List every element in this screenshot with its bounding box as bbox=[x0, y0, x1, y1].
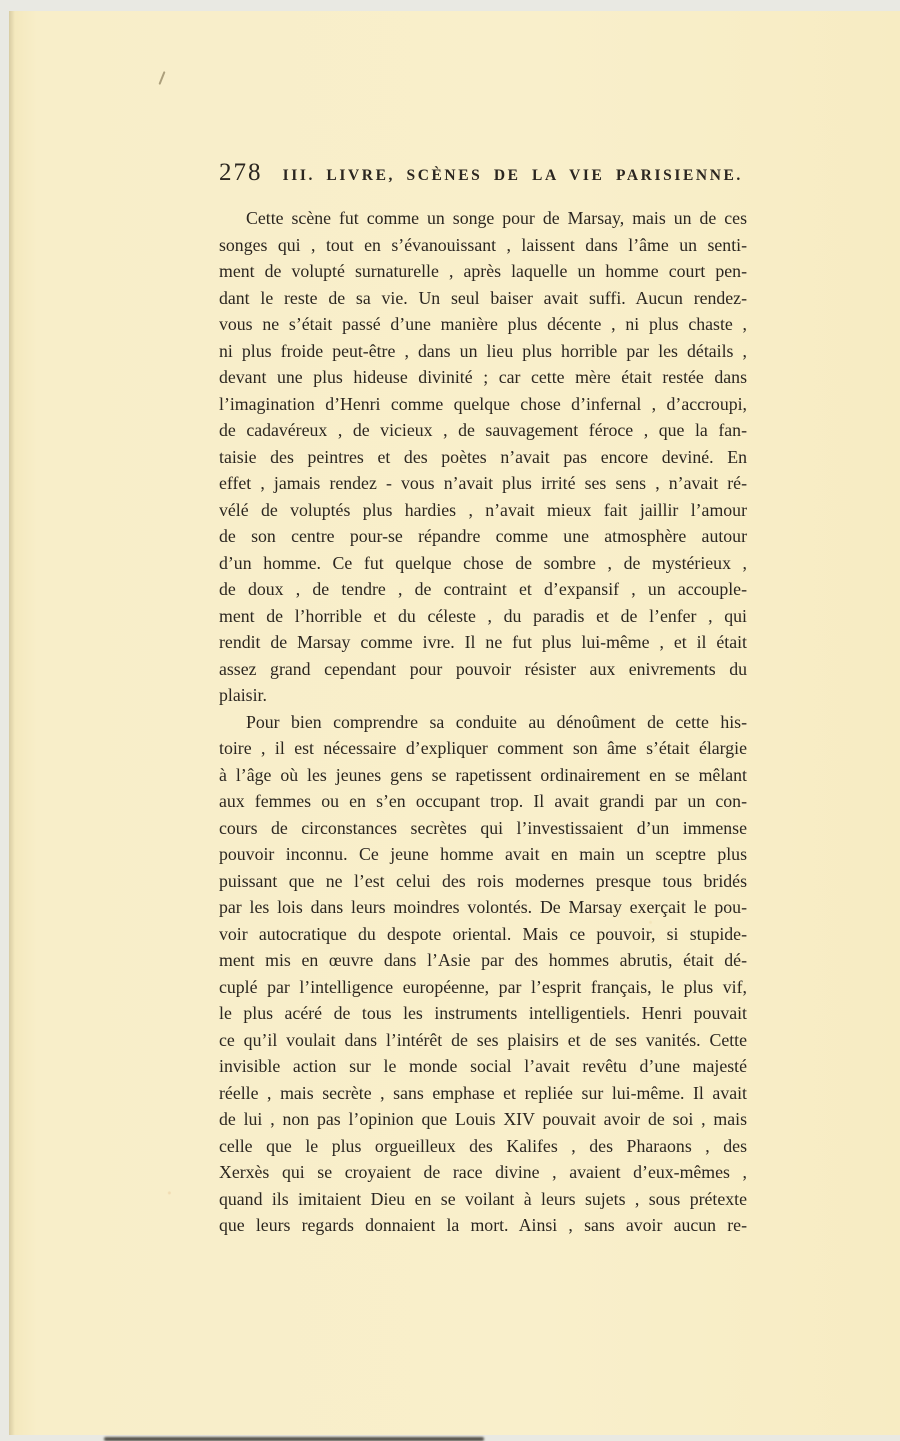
text-line: Xerxès qui se croyaient de race divine , avaient d’eux-mêmes , bbox=[219, 1162, 747, 1182]
text-line: ni plus froide peut-être , dans un lieu plus horrible par les détails , bbox=[219, 340, 747, 361]
text-line: ment de volupté surnaturelle , après laquelle un homme court pen- bbox=[219, 261, 747, 281]
text-line: ce qu’il voulait dans l’intérêt de ses plaisirs et de ses vanités. Cette bbox=[219, 1029, 747, 1050]
text-line: voir autocratique du despote oriental. Mais ce pouvoir, si stupide- bbox=[219, 923, 747, 944]
text-line: taisie des peintres et des poètes n’avait pas encore deviné. En bbox=[219, 446, 747, 467]
scan-bottom-edge-shadow bbox=[104, 1437, 484, 1441]
text-line: de son centre pour-se répandre comme une atmosphère autour bbox=[219, 526, 747, 546]
text-line: Cette scène fut comme un songe pour de Marsay, mais un de ces bbox=[246, 208, 747, 228]
text-line: devant une plus hideuse divinité ; car cette mère était restée dans bbox=[219, 367, 747, 387]
paragraph bbox=[219, 709, 747, 1239]
text-line: toire , il est nécessaire d’expliquer comment son âme s’était élargie bbox=[219, 738, 747, 758]
text-line: réelle , mais secrète , sans emphase et repliée sur lui-même. Il avait bbox=[219, 1082, 747, 1103]
text-line: par les lois dans leurs moindres volontés. De Marsay exerçait le pou- bbox=[219, 897, 747, 917]
text-line: de doux , de tendre , de contraint et d’expansif , un accouple- bbox=[219, 579, 747, 599]
text-line: plaisir. bbox=[219, 685, 267, 705]
text-line: assez grand cependant pour pouvoir résister aux enivrements du bbox=[219, 658, 747, 679]
text-line: de lui , non pas l’opinion que Louis XIV pouvait avoir de soi , mais bbox=[219, 1109, 747, 1129]
text-line: vélé de voluptés plus hardies , n’avait mieux fait jaillir l’amour bbox=[219, 499, 747, 520]
text-line: effet , jamais rendez - vous n’avait plus irrité ses sens , n’avait ré- bbox=[219, 473, 747, 493]
text-line: que leurs regards donnaient la mort. Ainsi , sans avoir aucun re- bbox=[219, 1215, 747, 1235]
text-line: celle que le plus orgueilleux des Kalifes , des Pharaons , des bbox=[219, 1135, 747, 1156]
text-line: de cadavéreux , de vicieux , de sauvagement féroce , que la fan- bbox=[219, 420, 747, 440]
text-line: puissant que ne l’est celui des rois modernes presque tous bridés bbox=[219, 870, 747, 891]
text-line: le plus acéré de tous les instruments intelligentiels. Henri pouvait bbox=[219, 1003, 747, 1023]
text-line: cuplé par l’intelligence européenne, par l’esprit français, le plus vif, bbox=[219, 976, 747, 997]
body-text bbox=[219, 205, 747, 1239]
text-line: à l’âge où les jeunes gens se rapetissent ordinairement en se mêlant bbox=[219, 764, 747, 785]
text-line: cours de circonstances secrètes qui l’investissaient d’un immense bbox=[219, 817, 747, 838]
text-line: d’un homme. Ce fut quelque chose de sombre , de mystérieux , bbox=[219, 552, 747, 573]
text-line: invisible action sur le monde social l’avait revêtu d’une majesté bbox=[219, 1056, 747, 1076]
text-line: rendit de Marsay comme ivre. Il ne fut plus lui-même , et il était bbox=[219, 632, 747, 652]
text-line: Pour bien comprendre sa conduite au dénoûment de cette his- bbox=[246, 711, 747, 732]
text-line: l’imagination d’Henri comme quelque chose d’infernal , d’accroupi, bbox=[219, 393, 747, 414]
text-line: quand ils imitaient Dieu en se voilant à leurs sujets , sous prétexte bbox=[219, 1188, 747, 1209]
text-line: songes qui , tout en s’évanouissant , laissent dans l’âme un senti- bbox=[219, 234, 747, 255]
text-line: ment de l’horrible et du céleste , du paradis et de l’enfer , qui bbox=[219, 605, 747, 626]
text-line: vous ne s’était passé d’une manière plus décente , ni plus chaste , bbox=[219, 314, 747, 334]
scan-artifact-mark bbox=[158, 71, 165, 85]
running-title: III. LIVRE, SCÈNES DE LA VIE PARISIENNE. bbox=[282, 167, 743, 184]
text-line: aux femmes ou en s’en occupant trop. Il avait grandi par un con- bbox=[219, 791, 747, 811]
text-line: pouvoir inconnu. Ce jeune homme avait en main un sceptre plus bbox=[219, 844, 747, 864]
paragraph bbox=[219, 205, 747, 709]
text-line: dant le reste de sa vie. Un seul baiser avait suffi. Aucun rendez- bbox=[219, 287, 747, 308]
page-number: 278 bbox=[219, 159, 263, 186]
book-page-paper bbox=[9, 11, 900, 1435]
text-line: ment mis en œuvre dans l’Asie par des hommes abrutis, était dé- bbox=[219, 950, 747, 970]
page-header bbox=[219, 159, 747, 187]
